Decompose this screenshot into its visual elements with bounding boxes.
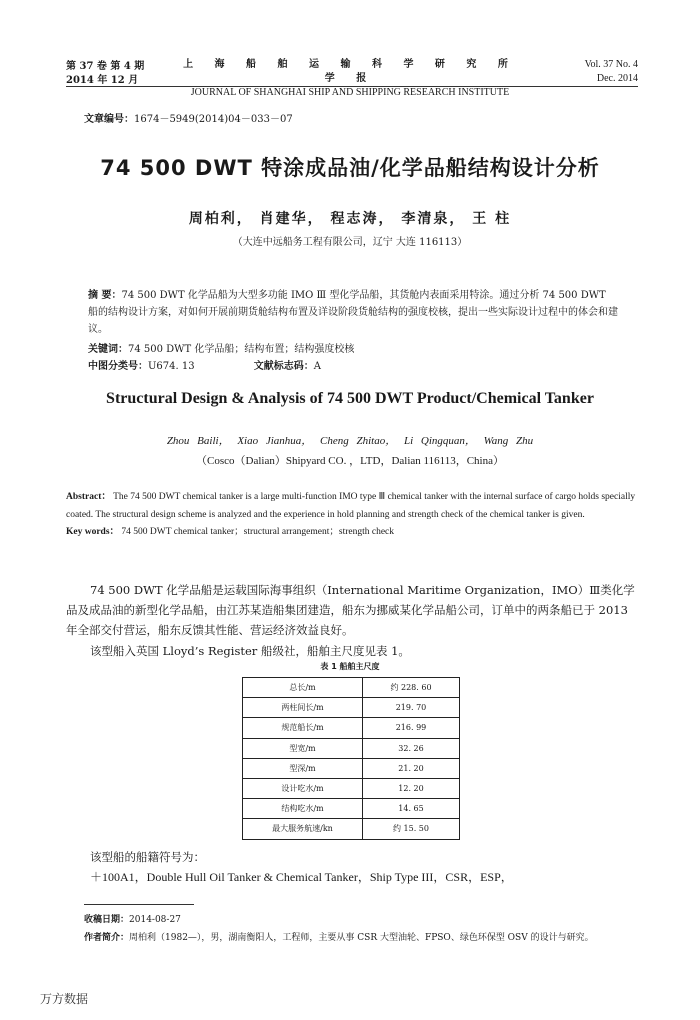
volume-en: Vol. 37 No. 4 (584, 59, 638, 70)
table-row (243, 819, 460, 839)
table-cell-label: 总长/m (243, 678, 363, 698)
abstract-cn-label: 摘 要： (88, 290, 122, 301)
table-cell-label: 设计吃水/m (243, 778, 363, 798)
affiliation-en: （Cosco（Dalian）Shipyard CO. ，LTD，Dalian 116113，China） (196, 455, 504, 467)
abstract-en (66, 489, 640, 542)
volume-cn: 第 37 卷 第 4 期 (66, 61, 145, 72)
ship-dimensions-table (242, 677, 460, 840)
table-caption: 表 1 船舶主尺度 (320, 662, 380, 671)
header-issue-cn (66, 60, 144, 88)
table-row (243, 738, 460, 758)
authors-cn: 周柏利， 肖建华， 程志涛， 李清泉， 王 柱 (188, 211, 512, 227)
header-journal (170, 58, 530, 100)
body-paragraph-4: ＋100A1，Double Hull Oil Tanker & Chemical Tanker，Ship Type III，CSR，ESP， (90, 870, 513, 884)
table-cell-value: 14. 65 (363, 799, 460, 819)
header-issue-en (585, 58, 638, 86)
table-row (243, 799, 460, 819)
header-divider (66, 86, 638, 87)
table-cell-value: 约 15. 50 (363, 819, 460, 839)
table-cell-value: 12. 20 (363, 778, 460, 798)
abstract-cn (88, 287, 618, 338)
table-cell-label: 最大服务航速/kn (243, 819, 363, 839)
table-cell-label: 型深/m (243, 758, 363, 778)
table-cell-value: 32. 26 (363, 738, 460, 758)
bio-text: 周柏利（1982—），男，湖南衡阳人，工程师，主要从事 CSR 大型油轮、FPSO、绿色环保型 OSV 的设计与研究。 (129, 933, 594, 943)
doc-code-label: 文献标志码： (253, 361, 314, 372)
article-number (84, 110, 293, 125)
abstract-en-label: Abstract： (66, 492, 111, 502)
table-row (243, 678, 460, 698)
table-cell-label: 规范船长/m (243, 718, 363, 738)
article-number-value: 1674－5949(2014)04－033－07 (134, 114, 293, 125)
keywords-cn (88, 340, 354, 355)
date-cn: 2014 年 12 月 (66, 75, 139, 86)
table-row (243, 698, 460, 718)
table-row (243, 758, 460, 778)
keywords-cn-label: 关键词： (88, 344, 128, 355)
classification-line (88, 357, 377, 372)
doc-code-value: A (313, 361, 322, 372)
table-cell-label: 两柱间长/m (243, 698, 363, 718)
journal-name-cn: 上 海 船 舶 运 输 科 学 研 究 所 学 报 (183, 59, 517, 84)
journal-name-en: JOURNAL OF SHANGHAI SHIP AND SHIPPING RESEARCH INSTITUTE (190, 87, 510, 98)
clc-label: 中图分类号： (88, 361, 148, 372)
body-paragraph-2: 该型船入英国 Lloyd’s Register 船级社，船舶主尺度见表 1。 (90, 644, 410, 658)
abstract-cn-text: 74 500 DWT 化学品船为大型多功能 IMO Ⅲ 型化学品船，其货舱内表面采用特涂。通过分析 74 500 DWT 船的结构设计方案，对如何开展前期货舱结构布置及详设阶段货舱结构的强度校核，提出一些实际设计过程中的体会和建议。 (88, 290, 618, 335)
keywords-en-text: 74 500 DWT chemical tanker；structural arrangement；strength check (121, 527, 395, 537)
received-date: 2014-08-27 (129, 915, 181, 925)
received-label: 收稿日期： (84, 915, 130, 925)
article-number-label: 文章编号： (84, 114, 134, 125)
table-cell-value: 219. 70 (363, 698, 460, 718)
table-cell-label: 型宽/m (243, 738, 363, 758)
bio-label: 作者简介： (84, 933, 130, 943)
date-en: Dec. 2014 (596, 73, 638, 84)
keywords-en-label: Key words： (66, 527, 120, 537)
footnote-author-bio (84, 930, 594, 943)
clc-value: U674. 13 (148, 361, 195, 372)
body-paragraph-1: 74 500 DWT 化学品船是运载国际海事组织（International Maritime Organization，IMO）Ⅲ类化学品及成品油的新型化学品船，由江苏某造船集团建造，船东为挪威某化学品船公司，订单中的两条船已于 2013 年全部交付营运，船东反馈其性能、营运经济效益良好。 (66, 583, 635, 637)
table-row (243, 778, 460, 798)
table-row (243, 718, 460, 738)
title-en: Structural Design & Analysis of 74 500 DWT Product/Chemical Tanker (106, 390, 594, 407)
affiliation-cn: （大连中远船务工程有限公司，辽宁 大连 116113） (232, 237, 468, 248)
table-cell-label: 结构吃水/m (243, 799, 363, 819)
keywords-cn-text: 74 500 DWT 化学品船；结构布置；结构强度校核 (128, 344, 355, 355)
footnote-received (84, 912, 181, 925)
abstract-en-text: The 74 500 DWT chemical tanker is a large multi-function IMO type Ⅲ chemical tanker with the internal surface of cargo holds specially coated. The structural design scheme is analyzed and the experience in hold planning and strength check of the chemical tanker is given. (66, 492, 636, 520)
authors-en: Zhou Baili， Xiao Jianhua， Cheng Zhitao， Li Qingquan， Wang Zhu (166, 435, 534, 447)
table-cell-value: 216. 99 (363, 718, 460, 738)
table-cell-value: 21. 20 (363, 758, 460, 778)
footnote-divider (84, 904, 194, 905)
title-cn: 74 500 DWT 特涂成品油/化学品船结构设计分析 (100, 156, 600, 180)
body-paragraph-3: 该型船的船籍符号为： (90, 850, 205, 864)
table-cell-value: 约 228. 60 (363, 678, 460, 698)
watermark: 万方数据 (40, 992, 89, 1006)
